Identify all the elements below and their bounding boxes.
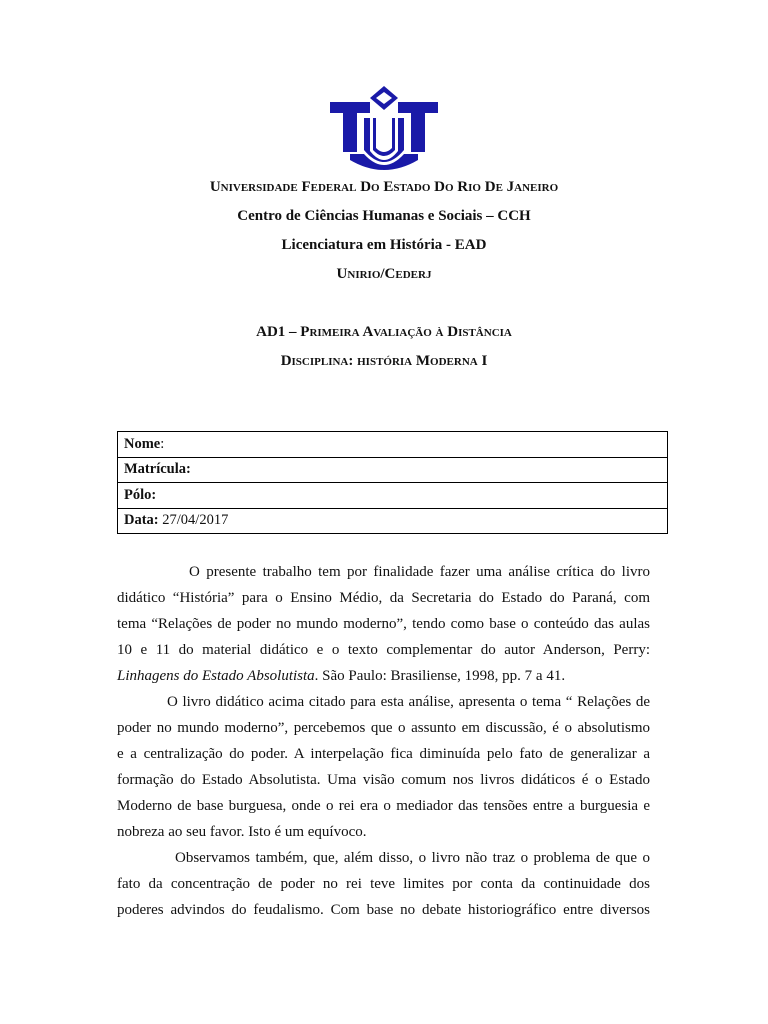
name-colon: : [160, 435, 165, 452]
course-name: Licenciatura em História - EAD [281, 237, 487, 253]
registration-label: Matrícula: [124, 461, 191, 478]
discipline-title: Disciplina: história Moderna I [280, 353, 488, 369]
book-title: Linhagens do Estado Absolutista [117, 668, 315, 684]
paragraph-line: Observamos também, que, além disso, o livro não traz o problema de que o [175, 850, 650, 866]
student-info-table [117, 431, 668, 534]
paragraph-line [117, 663, 650, 689]
paragraph-line: nobreza ao seu favor. Isto é um equívoco. [117, 824, 367, 840]
paragraph-line: e a centralização do poder. A interpelação fica diminuída pelo fato de generalizar a [117, 746, 650, 762]
paragraph-2 [117, 689, 650, 845]
paragraph-line: 10 e 11 do material didático e o texto complementar do autor Anderson, Perry: [117, 642, 650, 658]
assessment-title: AD1 – Primeira Avaliação à Distância [256, 324, 512, 340]
name-field[interactable] [118, 432, 668, 458]
date-field[interactable] [118, 508, 668, 534]
center-name: Centro de Ciências Humanas e Sociais – CCH [237, 208, 531, 224]
table-row [118, 432, 668, 458]
pole-field[interactable] [118, 483, 668, 509]
table-row [118, 457, 668, 483]
pole-label: Pólo: [124, 486, 157, 503]
paragraph-line: Moderno de base burguesa, onde o rei era o mediador das tensões entre a burguesia e [117, 798, 650, 814]
paragraph-line: formação do Estado Absolutista. Uma visão comum nos livros didáticos é o Estado [117, 772, 650, 788]
university-logo-icon [330, 84, 438, 170]
paragraph-line: tema “Relações de poder no mundo moderno”, tendo como base o conteúdo das aulas [117, 616, 650, 632]
paragraph-line: poderes advindos do feudalismo. Com base no debate historiográfico entre diversos [117, 902, 650, 918]
table-row [118, 483, 668, 509]
paragraph-line: didático “História” para o Ensino Médio, da Secretaria do Estado do Paraná, com [117, 590, 650, 606]
university-name: Universidade Federal Do Estado Do Rio De Janeiro [209, 179, 559, 195]
name-label: Nome [124, 435, 161, 452]
program-name: Unirio/Cederj [336, 266, 432, 282]
date-label: Data: [124, 512, 159, 529]
date-value: 27/04/2017 [158, 512, 229, 529]
paragraph-line: O livro didático acima citado para esta análise, apresenta o tema “ Relações de [167, 694, 650, 710]
paragraph-1 [117, 559, 650, 689]
registration-field[interactable] [118, 457, 668, 483]
table-row [118, 508, 668, 534]
citation-tail: . São Paulo: Brasiliense, 1998, pp. 7 a 41. [314, 668, 566, 684]
paragraph-line: poder no mundo moderno”, percebemos que o assunto em discussão, é o absolutismo [117, 720, 650, 736]
paragraph-3 [117, 845, 650, 923]
paragraph-line: fato da concentração de poder no rei teve limites por conta da continuidade dos [117, 876, 650, 892]
paragraph-line: O presente trabalho tem por finalidade fazer uma análise crítica do livro [189, 564, 650, 580]
